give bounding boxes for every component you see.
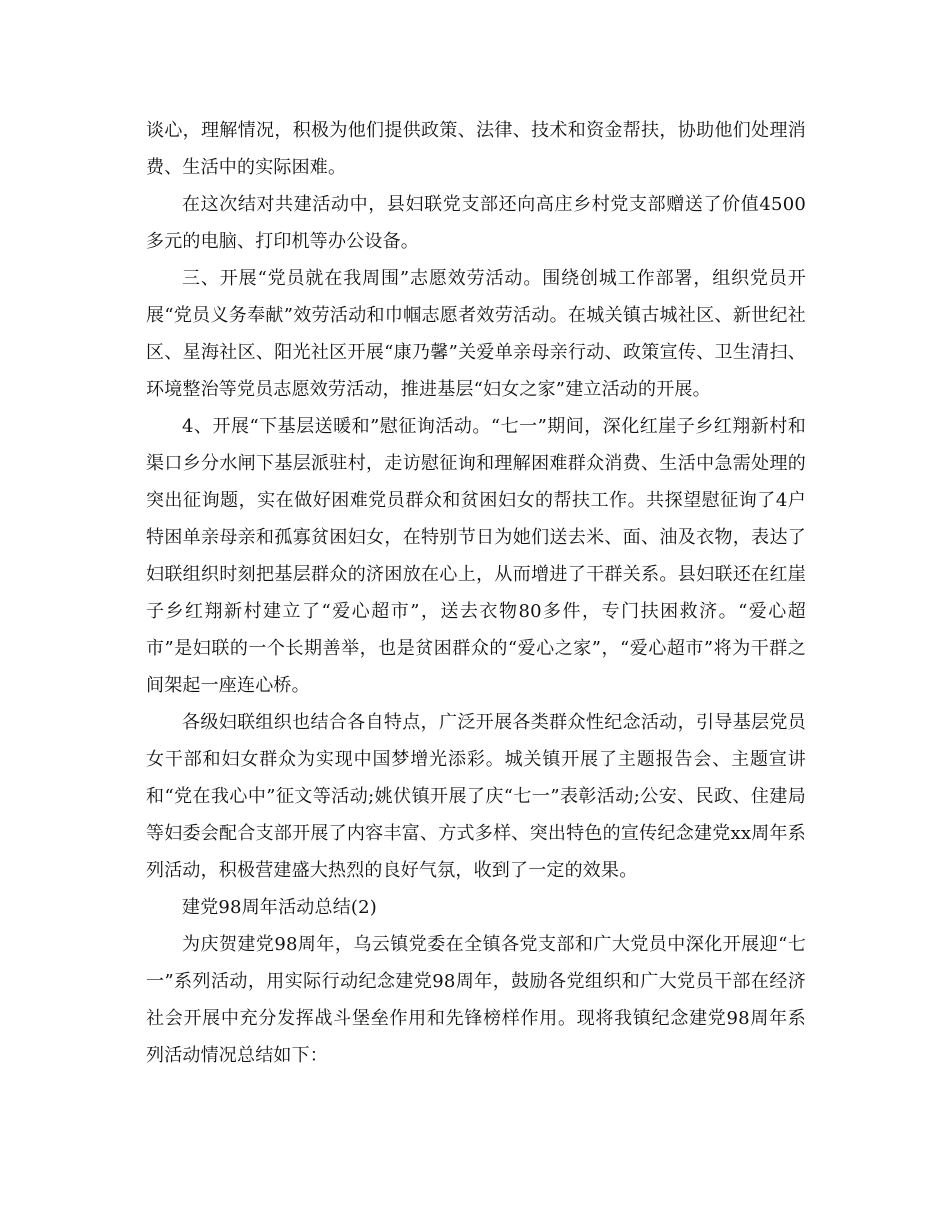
paragraph-3: 三、开展“党员就在我周围”志愿效劳活动。围绕创城工作部署，组织党员开展“党员义务奉献”效劳活动和巾帼志愿者效劳活动。在城关镇古城社区、新世纪社区、星海社区、阳光社区开展“康乃馨”关爱单亲母亲行动、政策宣传、卫生清扫、环境整治等党员志愿效劳活动，推进基层“妇女之家”建立活动的开展。 <box>146 268 806 400</box>
document-body <box>146 112 806 1074</box>
paragraph-2: 在这次结对共建活动中，县妇联党支部还向高庄乡村党支部赠送了价值4500多元的电脑、打印机等办公设备。 <box>146 194 806 252</box>
paragraph-4: 4、开展“下基层送暖和”慰征询活动。“七一”期间，深化红崖子乡红翔新村和渠口乡分水闸下基层派驻村，走访慰征询和理解困难群众消费、生活中急需处理的突出征询题，实在做好困难党员群众和贫困妇女的帮扶工作。共探望慰征询了4户特困单亲母亲和孤寡贫困妇女，在特别节日为她们送去米、面、油及衣物，表达了妇联组织时刻把基层群众的济困放在心上，从而增进了干群关系。县妇联还在红崖子乡红翔新村建立了“爱心超市”，送去衣物80多件，专门扶困救济。“爱心超市”是妇联的一个长期善举，也是贫困群众的“爱心之家”，“爱心超市”将为干群之间架起一座连心桥。 <box>146 416 806 696</box>
section-heading: 建党98周年活动总结(2) <box>182 897 378 918</box>
paragraph-5: 各级妇联组织也结合各自特点，广泛开展各类群众性纪念活动，引导基层党员女干部和妇女群众为实现中国梦增光添彩。城关镇开展了主题报告会、主题宣讲和“党在我心中”征文等活动;姚伏镇开展了庆“七一”表彰活动;公安、民政、住建局等妇委会配合支部开展了内容丰富、方式多样、突出特色的宣传纪念建党xx周年系列活动，积极营建盛大热烈的良好气氛，收到了一定的效果。 <box>146 712 806 881</box>
paragraph-1: 谈心，理解情况，积极为他们提供政策、法律、技术和资金帮扶，协助他们处理消费、生活中的实际困难。 <box>146 120 806 178</box>
paragraph-6: 为庆贺建党98周年，乌云镇党委在全镇各党支部和广大党员中深化开展迎“七一”系列活动，用实际行动纪念建党98周年，鼓励各党组织和广大党员干部在经济社会开展中充分发挥战斗堡垒作用和先锋榜样作用。现将我镇纪念建党98周年系列活动情况总结如下： <box>146 934 806 1066</box>
